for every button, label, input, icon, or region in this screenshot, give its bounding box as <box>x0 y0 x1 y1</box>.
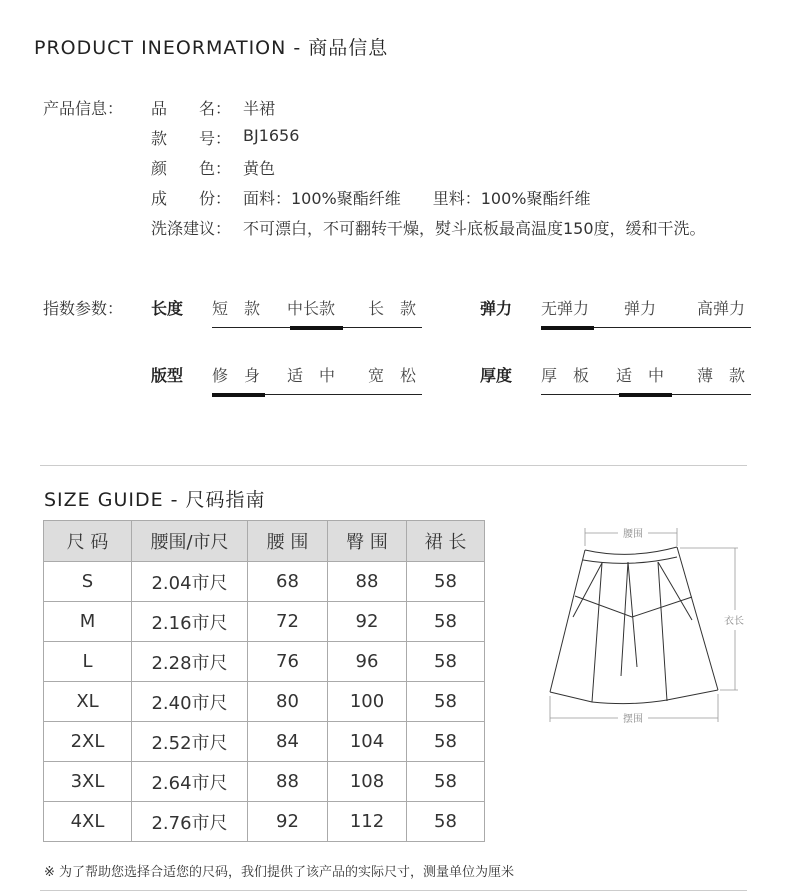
table-cell: 2.76市尺 <box>132 802 248 842</box>
param-option[interactable]: 短 款 <box>212 299 261 318</box>
table-cell: S <box>44 562 132 602</box>
size-note: ※ 为了帮助您选择合适您的尺码，我们提供了该产品的实际尺寸，测量单位为厘米 <box>44 865 515 880</box>
param-option[interactable]: 适 中 <box>615 366 664 385</box>
size-table <box>43 520 485 842</box>
info-key: 款 号： <box>151 129 232 148</box>
selected-indicator <box>619 393 672 397</box>
table-cell: 2.28市尺 <box>132 642 248 682</box>
table-row <box>44 762 485 802</box>
table-cell: L <box>44 642 132 682</box>
param-option[interactable]: 适 中 <box>286 366 335 385</box>
table-row <box>44 682 485 722</box>
table-cell: 100 <box>328 682 407 722</box>
table-cell: 84 <box>248 722 328 762</box>
info-key: 洗涤建议： <box>151 219 232 238</box>
skirt-diagram <box>520 510 760 740</box>
table-row <box>44 562 485 602</box>
param-name: 版型 <box>151 366 184 385</box>
selected-indicator <box>212 393 265 397</box>
table-cell: 58 <box>407 642 485 682</box>
info-key: 品 名： <box>151 99 232 118</box>
column-header: 裙 长 <box>407 521 485 562</box>
table-cell: 2.04市尺 <box>132 562 248 602</box>
table-cell: 2.16市尺 <box>132 602 248 642</box>
column-header: 腰围/市尺 <box>132 521 248 562</box>
param-name: 长度 <box>151 299 184 318</box>
param-name: 厚度 <box>480 366 513 385</box>
waist-label: 腰围 <box>623 529 643 540</box>
column-header: 腰 围 <box>248 521 328 562</box>
table-cell: 76 <box>248 642 328 682</box>
selected-indicator <box>290 326 343 330</box>
table-cell: 80 <box>248 682 328 722</box>
table-cell: 4XL <box>44 802 132 842</box>
param-option[interactable]: 高弹力 <box>696 299 745 318</box>
product-info-label: 产品信息： <box>43 99 124 118</box>
table-cell: 3XL <box>44 762 132 802</box>
info-key: 颜 色： <box>151 159 232 178</box>
selected-indicator <box>541 326 594 330</box>
param-option[interactable]: 弹力 <box>623 299 656 318</box>
table-row <box>44 722 485 762</box>
table-cell: 58 <box>407 682 485 722</box>
param-option[interactable]: 宽 松 <box>367 366 416 385</box>
table-row <box>44 602 485 642</box>
hem-label: 摆围 <box>623 714 643 725</box>
param-option[interactable]: 长 款 <box>367 299 416 318</box>
info-value: 不可漂白，不可翻转干燥，熨斗底板最高温度150度，缓和干洗。 <box>243 219 706 238</box>
table-cell: 58 <box>407 722 485 762</box>
divider <box>40 890 747 891</box>
table-cell: 96 <box>328 642 407 682</box>
table-cell: 72 <box>248 602 328 642</box>
param-option[interactable]: 无弹力 <box>541 299 590 318</box>
info-key: 成 份： <box>151 189 232 208</box>
table-cell: 68 <box>248 562 328 602</box>
table-cell: 112 <box>328 802 407 842</box>
info-value: 面料：100%聚酯纤维 里料：100%聚酯纤维 <box>243 189 591 208</box>
info-value: 半裙 <box>243 99 276 118</box>
product-info-title: PRODUCT INEORMATION - 商品信息 <box>34 37 389 59</box>
table-cell: 88 <box>248 762 328 802</box>
table-cell: 2.40市尺 <box>132 682 248 722</box>
table-cell: M <box>44 602 132 642</box>
param-option[interactable]: 中长款 <box>286 299 335 318</box>
table-cell: 92 <box>248 802 328 842</box>
column-header: 尺 码 <box>44 521 132 562</box>
length-label: 衣长 <box>724 616 744 627</box>
table-cell: XL <box>44 682 132 722</box>
column-header: 臀 围 <box>328 521 407 562</box>
table-row <box>44 642 485 682</box>
table-cell: 2.52市尺 <box>132 722 248 762</box>
info-value: BJ1656 <box>243 126 300 145</box>
index-label: 指数参数： <box>43 299 124 318</box>
param-option[interactable]: 修 身 <box>212 366 261 385</box>
divider <box>40 465 747 466</box>
param-option[interactable]: 薄 款 <box>696 366 745 385</box>
table-cell: 108 <box>328 762 407 802</box>
table-row <box>44 802 485 842</box>
table-cell: 2XL <box>44 722 132 762</box>
table-cell: 58 <box>407 562 485 602</box>
table-cell: 58 <box>407 802 485 842</box>
table-cell: 88 <box>328 562 407 602</box>
table-cell: 2.64市尺 <box>132 762 248 802</box>
param-option[interactable]: 厚 板 <box>541 366 590 385</box>
table-cell: 58 <box>407 602 485 642</box>
param-name: 弹力 <box>480 299 513 318</box>
table-cell: 104 <box>328 722 407 762</box>
table-cell: 92 <box>328 602 407 642</box>
size-guide-title: SIZE GUIDE - 尺码指南 <box>44 489 266 511</box>
table-cell: 58 <box>407 762 485 802</box>
info-value: 黄色 <box>243 159 276 178</box>
